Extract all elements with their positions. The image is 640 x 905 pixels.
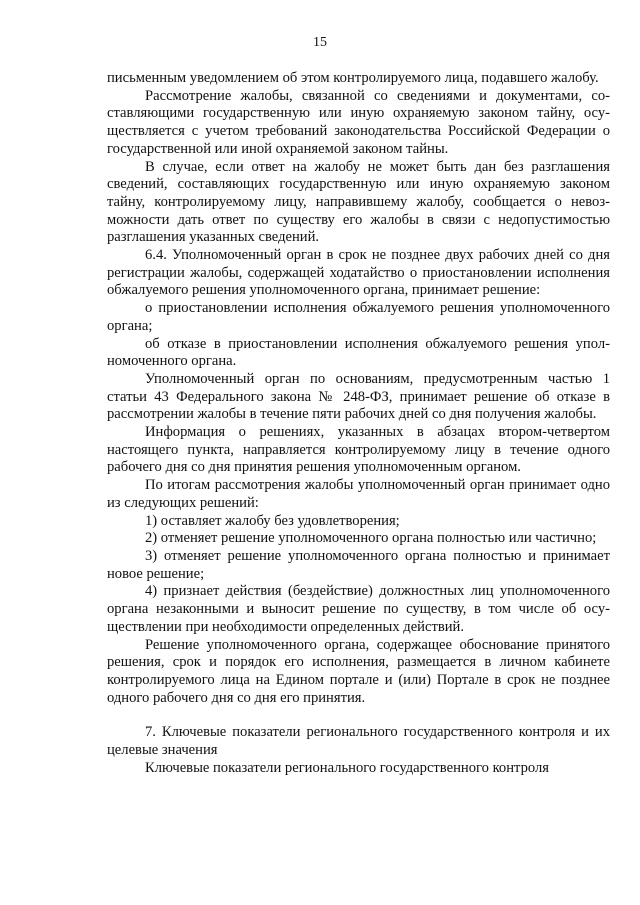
paragraph: 3) отменяет решение уполномоченного органа полностью и принимает новое решение; <box>107 547 610 582</box>
paragraph: Решение уполномоченного органа, содержащее обоснование принятого решения, срок и порядок его исполнения, размещается в личном кабинете контролируемого лица на Едином портале и (или) Портале в срок не позднее одного рабочего дня со дня его принятия. <box>107 636 610 706</box>
paragraph: Ключевые показатели регионального государственного контроля <box>145 759 549 776</box>
paragraph: о приостановлении исполнения обжалуемого решения уполномоченного органа; <box>107 300 610 334</box>
paragraph: 6.4. Уполномоченный орган в срок не позднее двух рабочих дней со дня регистрации жалобы, содержащей ходатайство о приостановлении исполнения обжалуемого решения уполномоченного органа, принимает решение: <box>107 247 610 299</box>
section-heading: 7. Ключевые показатели регионального государственного контроля и их целевые значения <box>107 724 610 759</box>
paragraph: По итогам рассмотрения жалобы уполномоченный орган принимает одно из следующих решений: <box>107 477 610 511</box>
paragraph: Рассмотрение жалобы, связанной со сведениями и документами, составляющими государственную или иную охраняемую законом тайну, осуществляется с учетом требований законодательства Российской Федерации о государственной или иной охраняемой законом тайны. <box>107 87 610 157</box>
page-number: 15 <box>313 35 327 50</box>
paragraph: письменным уведомлением об этом контролируемого лица, подавшего жалобу. <box>107 70 599 86</box>
document-body <box>107 70 610 777</box>
paragraph: 2) отменяет решение уполномоченного органа полностью или частично; <box>145 530 597 547</box>
paragraph: 1) оставляет жалобу без удовлетворения; <box>145 512 400 529</box>
paragraph: 4) признает действия (бездействие) должностных лиц уполномоченного органа незаконными и выносит решение по существу, в том числе об осуществлении при необходимости определенных действий. <box>107 583 610 635</box>
paragraph: об отказе в приостановлении исполнения обжалуемого решения уполномоченного органа. <box>107 335 610 370</box>
paragraph: В случае, если ответ на жалобу не может быть дан без разглашения сведений, составляющих государственную или иную охраняемую законом тайну, контролируемому лицу, направившему жалобу, сообщается о невозможности дать ответ по существу его жалобы в связи с недопустимостью разглашения указанных сведений. <box>107 158 610 246</box>
paragraph: Информация о решениях, указанных в абзацах втором-четвертом настоящего пункта, направляется контролируемому лицу в течение одного рабочего дня со дня принятия решения уполномоченным органом. <box>107 424 610 476</box>
paragraph: Уполномоченный орган по основаниям, предусмотренным частью 1 статьи 43 Федерального закона № 248-ФЗ, принимает решение об отказе в рассмотрении жалобы в течение пяти рабочих дней со дня получения жалобы. <box>107 370 610 423</box>
